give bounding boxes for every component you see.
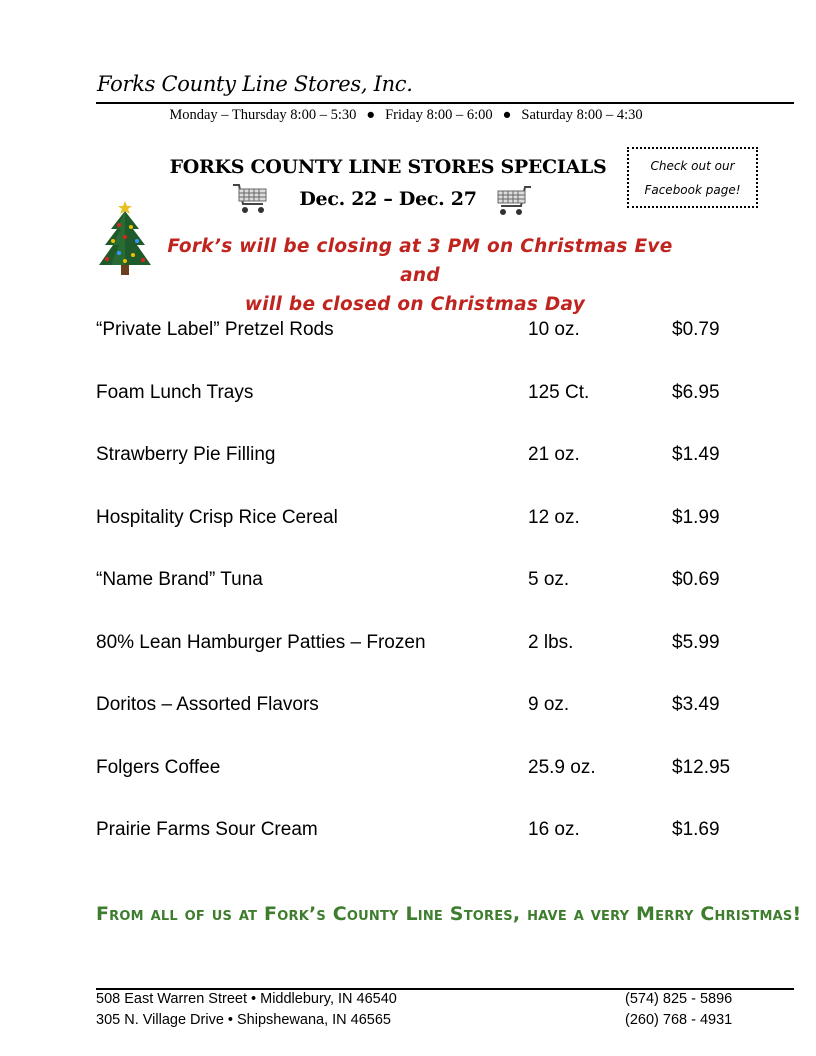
- facebook-line-1: Check out our: [650, 159, 735, 173]
- item-name: Foam Lunch Trays: [96, 382, 254, 403]
- specials-dates: Dec. 22 – Dec. 27: [299, 188, 477, 210]
- item-name: “Name Brand” Tuna: [96, 569, 263, 590]
- item-size: 12 oz.: [528, 507, 580, 528]
- item-size: 2 lbs.: [528, 632, 574, 653]
- item-size: 9 oz.: [528, 694, 570, 715]
- list-item: [96, 444, 796, 474]
- list-item: [96, 569, 796, 599]
- item-price: $12.95: [672, 757, 731, 778]
- item-size: 5 oz.: [528, 569, 570, 590]
- item-size: 125 Ct.: [528, 382, 590, 403]
- notice-line-2: will be closed on Christmas Day: [244, 294, 586, 315]
- list-item: [96, 507, 796, 537]
- item-name: 80% Lean Hamburger Patties – Frozen: [96, 632, 426, 653]
- item-price: $5.99: [672, 632, 720, 653]
- list-item: [96, 757, 796, 787]
- footer-rule: [96, 988, 794, 990]
- christmas-greeting: From all of us at Fork’s County Line Stores, have a very Merry Christmas!: [96, 903, 802, 925]
- item-price: $1.99: [672, 507, 720, 528]
- item-name: Doritos – Assorted Flavors: [96, 694, 319, 715]
- footer-address-shipshewana: 305 N. Village Drive • Shipshewana, IN 46565: [96, 1012, 391, 1028]
- item-price: $0.79: [672, 319, 720, 340]
- item-price: $3.49: [672, 694, 720, 715]
- footer-phone-shipshewana: (260) 768 - 4931: [625, 1012, 733, 1028]
- list-item: [96, 694, 796, 724]
- item-name: “Private Label” Pretzel Rods: [96, 319, 334, 340]
- item-name: Hospitality Crisp Rice Cereal: [96, 507, 338, 528]
- item-size: 16 oz.: [528, 819, 580, 840]
- store-hours: [96, 107, 716, 124]
- header-rule: [96, 102, 794, 104]
- specials-title: FORKS COUNTY LINE STORES SPECIALS: [169, 156, 607, 178]
- list-item: [96, 319, 796, 349]
- holiday-closing-notice: [160, 232, 680, 319]
- christmas-tree-icon: [93, 199, 157, 279]
- item-name: Folgers Coffee: [96, 757, 221, 778]
- list-item: [96, 632, 796, 662]
- item-price: $1.69: [672, 819, 720, 840]
- footer-address-middlebury: 508 East Warren Street • Middlebury, IN 46540: [96, 991, 397, 1007]
- item-size: 25.9 oz.: [528, 757, 596, 778]
- notice-line-1: Fork’s will be closing at 3 PM on Christmas Eve and: [167, 236, 673, 286]
- shopping-cart-icon: [495, 184, 533, 218]
- item-price: $6.95: [672, 382, 720, 403]
- item-price: $1.49: [672, 444, 720, 465]
- bullet-separator: ●: [502, 107, 512, 123]
- hours-weekday: Monday – Thursday 8:00 – 5:30: [169, 107, 357, 123]
- company-name: Forks County Line Stores, Inc.: [97, 72, 413, 96]
- facebook-line-2: Facebook page!: [644, 183, 741, 197]
- shopping-cart-icon: [231, 182, 269, 216]
- item-size: 21 oz.: [528, 444, 580, 465]
- bullet-separator: ●: [366, 107, 376, 123]
- hours-friday: Friday 8:00 – 6:00: [385, 107, 493, 123]
- footer-phone-middlebury: (574) 825 - 5896: [625, 991, 733, 1007]
- list-item: [96, 819, 796, 849]
- item-size: 10 oz.: [528, 319, 580, 340]
- list-item: [96, 382, 796, 412]
- hours-saturday: Saturday 8:00 – 4:30: [521, 107, 643, 123]
- item-price: $0.69: [672, 569, 720, 590]
- item-name: Prairie Farms Sour Cream: [96, 819, 318, 840]
- facebook-callout: [627, 147, 758, 208]
- item-name: Strawberry Pie Filling: [96, 444, 276, 465]
